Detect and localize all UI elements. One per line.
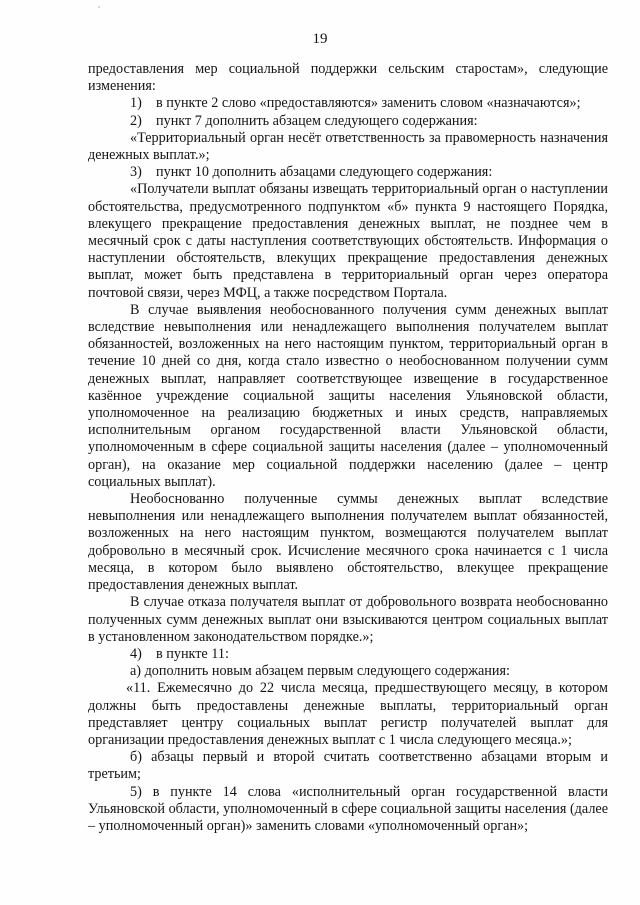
paragraph: «11. Ежемесячно до 22 числа месяца, предшествующего месяцу, в котором должны быть предоставлены денежные выплаты, территориальный орган представляет центру социальных выплат регистр получателей выплат для организации предоставления денежных выплат с 1 числа следующего месяца.»; <box>88 680 608 748</box>
paragraph: 5) в пункте 14 слова «исполнительный орган государственной власти Ульяновской области, уполномоченный в сфере социальной защиты населения (далее – уполномоченный орган)» заменить словами «уполномоченный орган»; <box>88 783 608 834</box>
paragraph: 3) пункт 10 дополнить абзацами следующего содержания: <box>130 164 493 181</box>
document-body <box>88 61 608 835</box>
paragraph: В случае выявления необоснованного получения сумм денежных выплат вследствие невыполнения или ненадлежащего выполнения получателем выплат обязанностей, возложенных на него настоящим пунктом, территориальный орган в течение 10 дней со дня, когда стало известно о необоснованном получении сумм денежных выплат, направляет соответствующее извещение в государственное казённое учреждение социальной защиты населения Ульяновской области, уполномоченное на реализацию бюджетных и иных средств, направляемых исполнительным органом государственной власти Ульяновской области, уполномоченным в сфере социальной защиты населения (далее – уполномоченный орган), на оказание мер социальной поддержки населению (далее – центр социальных выплат). <box>88 301 608 490</box>
paragraph: 2) пункт 7 дополнить абзацем следующего содержания: <box>130 112 478 129</box>
paragraph: «Территориальный орган несёт ответственность за правомерность назначения денежных выплат.»; <box>88 129 608 164</box>
paragraph: предоставления мер социальной поддержки сельским старостам», следующие изменения: <box>88 61 608 95</box>
scan-speck <box>98 6 100 8</box>
paragraph: 1) в пункте 2 слово «предоставляются» заменить словом «назначаются»; <box>130 95 581 112</box>
page-number: 19 <box>312 31 328 47</box>
paragraph: б) абзацы первый и второй считать соответственно абзацами вторым и третьим; <box>88 749 608 783</box>
paragraph: Необоснованно полученные суммы денежных выплат вследствие невыполнения или ненадлежащего выполнения получателем выплат обязанностей, возложенных на него настоящим пунктом, возмещаются получателем выплат добровольно в месячный срок. Исчисление месячного срока начинается с 1 числа месяца, в котором было выявлено обстоятельство, влекущее прекращение предоставления денежных выплат. <box>88 491 608 594</box>
paragraph: 4) в пункте 11: <box>130 645 229 662</box>
paragraph: «Получатели выплат обязаны извещать территориальный орган о наступлении обстоятельства, предусмотренного подпунктом «б» пункта 9 настоящего Порядка, влекущего прекращение предоставления денежных выплат, не позднее чем в месячный срок с даты наступления соответствующих обстоятельств. Информация о наступлении обстоятельств, влекущих прекращение предоставления денежных выплат, может быть представлена в территориальный орган через оператора почтовой связи, через МФЦ, а также посредством Портала. <box>88 181 608 301</box>
paragraph: а) дополнить новым абзацем первым следующего содержания: <box>130 663 510 680</box>
paragraph: В случае отказа получателя выплат от добровольного возврата необоснованно полученных сумм денежных выплат они взыскиваются центром социальных выплат в установленном законодательством порядке.»; <box>88 594 608 645</box>
